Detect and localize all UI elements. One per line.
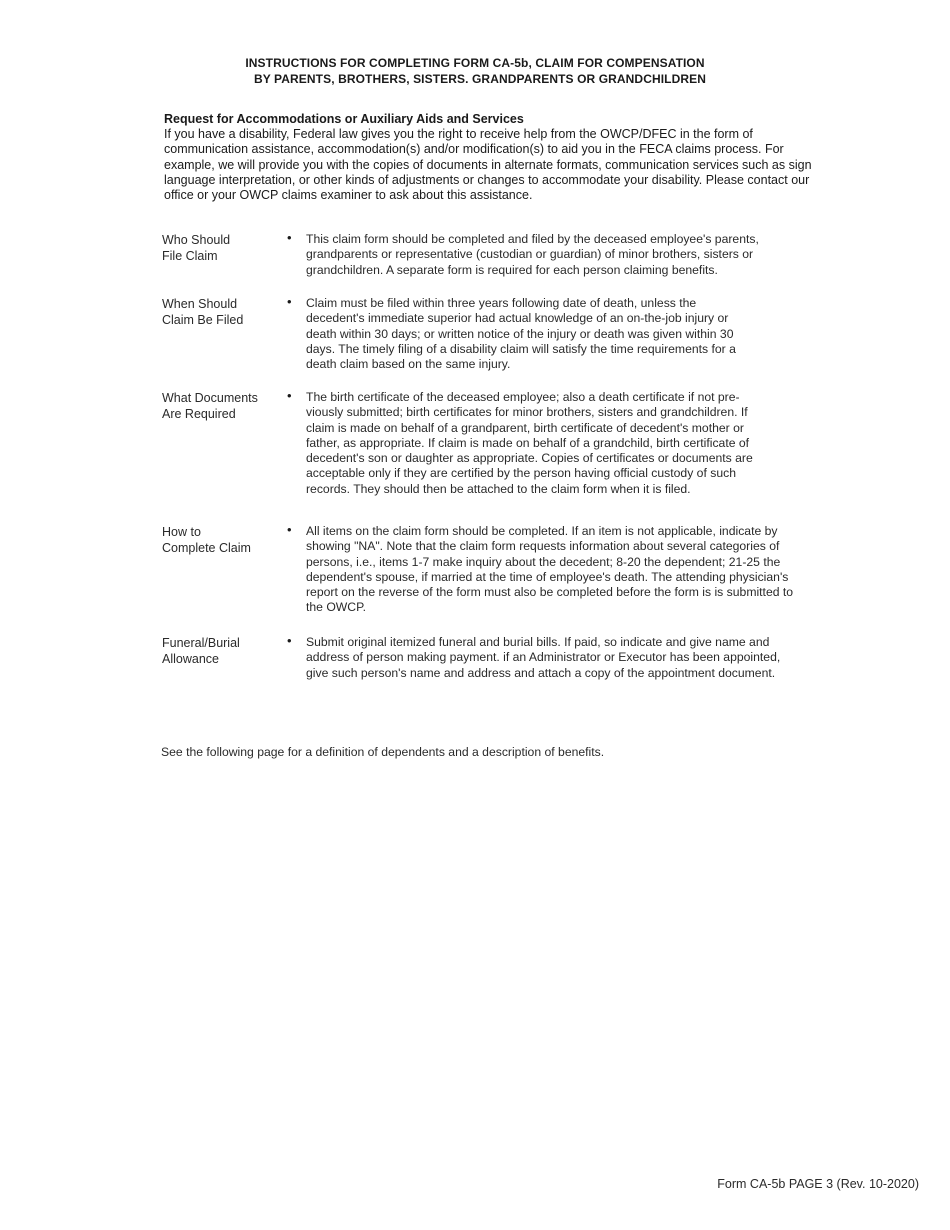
label-line-1: Who Should <box>162 233 231 247</box>
section-label <box>162 390 272 422</box>
bullet-icon: • <box>287 388 292 403</box>
section-text: All items on the claim form should be completed. If an item is not applicable, indicate by showing "NA". Note that the claim form requests information about several categories of persons, i.e., items 1-7 make inquiry about the decedent; 8-20 the dependent; 21-25 the dependent's spouse, if married at the time of employee's death. The attending physician's report on the reverse of the form must also be completed before the form is is submitted to the OWCP. <box>306 524 794 615</box>
bullet-icon: • <box>287 633 292 648</box>
section-label <box>162 296 272 328</box>
section-text: Submit original itemized funeral and burial bills. If paid, so indicate and give name and address of person making payment. if an Administrator or Executor has been appointed, give such person's name and address and attach a copy of the appointment document. <box>306 635 781 680</box>
section-text: Claim must be filed within three years following date of death, unless the decedent's immediate superior had actual knowledge of an on-the-job injury or death within 30 days; or written notice of the injury or death was given within 30 days. The timely filing of a disability claim will satisfy the time requirements for a death claim based on the same injury. <box>306 296 736 372</box>
label-line-2: Claim Be Filed <box>162 313 244 327</box>
form-revision-footer: Form CA-5b PAGE 3 (Rev. 10-2020) <box>717 1177 919 1191</box>
label-line-2: Allowance <box>162 652 219 666</box>
section-label <box>162 232 272 264</box>
label-line-2: File Claim <box>162 249 218 263</box>
section-text: This claim form should be completed and filed by the deceased employee's parents, grandparents or representative (custodian or guardian) of minor brothers, sisters or grandchildren. A separate form is required for each person claiming benefits. <box>306 232 759 277</box>
label-line-2: Are Required <box>162 407 236 421</box>
accommodations-body: If you have a disability, Federal law gives you the right to receive help from the OWCP/DFEC in the form of communication assistance, accommodation(s) and/or modification(s) to aid you in the FECA claims process. For example, we will provide you with the copies of documents in alternate formats, communication services such as sign language interpretation, or other kinds of adjustments or changes to accommodate your disability. Please contact our office or your OWCP claims examiner to ask about this assistance. <box>164 127 812 203</box>
label-line-1: Funeral/Burial <box>162 636 240 650</box>
see-following-page-note: See the following page for a definition of dependents and a description of benefits. <box>161 745 605 759</box>
bullet-icon: • <box>287 522 292 537</box>
bullet-icon: • <box>287 230 292 245</box>
label-line-1: What Documents <box>162 391 258 405</box>
title-line-2: BY PARENTS, BROTHERS, SISTERS. GRANDPARENTS OR GRANDCHILDREN <box>253 72 707 86</box>
section-label <box>162 635 272 667</box>
section-text: The birth certificate of the deceased employee; also a death certificate if not pre-viously submitted; birth certificates for minor brothers, sisters and grandchildren. If claim is made on behalf of a grandparent, birth certificate of decedent's mother or father, as appropriate. If claim is made on behalf of a grandchild, birth certificate of decedent's son or daughter as appropriate. Copies of certificates or documents are acceptable only if they are certified by the person having official custody of such records. They should then be attached to the claim form when it is filed. <box>306 390 753 496</box>
document-title <box>0 55 950 87</box>
label-line-1: When Should <box>162 297 238 311</box>
label-line-1: How to <box>162 525 201 539</box>
section-label <box>162 524 272 556</box>
title-line-1: INSTRUCTIONS FOR COMPLETING FORM CA-5b, CLAIM FOR COMPENSATION <box>245 56 705 70</box>
bullet-icon: • <box>287 294 292 309</box>
label-line-2: Complete Claim <box>162 541 251 555</box>
accommodations-block <box>164 112 824 203</box>
accommodations-heading: Request for Accommodations or Auxiliary Aids and Services <box>164 112 524 126</box>
